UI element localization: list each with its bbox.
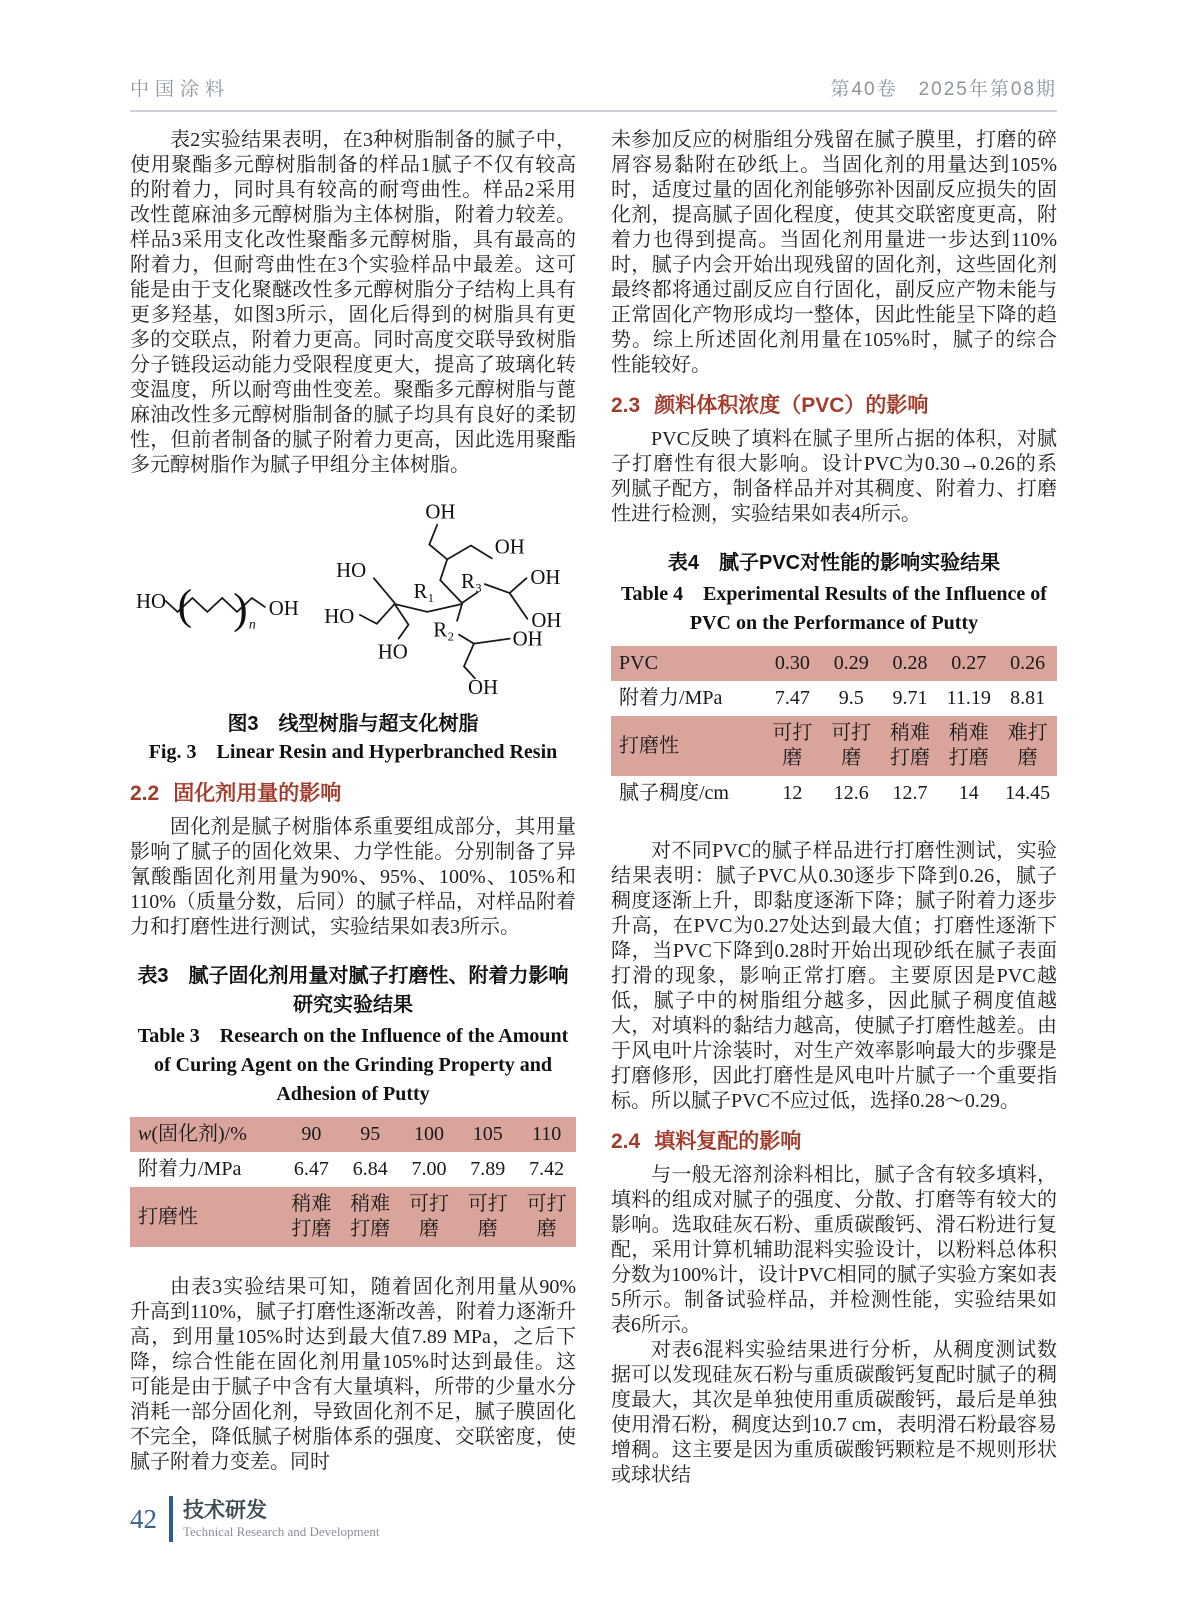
section-heading-2-4 bbox=[611, 1129, 1057, 1155]
paren-close: ) bbox=[233, 584, 248, 633]
issue-info: 第40卷 2025年第08期 bbox=[830, 79, 1057, 100]
row-header-cell: PVC bbox=[619, 652, 658, 674]
section-number: 2.4 bbox=[611, 1130, 641, 1153]
table3-title-cn: 表3 腻子固化剂用量对腻子打磨性、附着力影响研究实验结果 bbox=[137, 965, 569, 1016]
value-cell: 可打磨 bbox=[467, 1193, 508, 1240]
value-cell: 0.27 bbox=[951, 652, 987, 674]
value-cell: 7.42 bbox=[529, 1158, 565, 1180]
figure-3 bbox=[130, 488, 576, 766]
paragraph: 表2实验结果表明，在3种树脂制备的腻子中，使用聚酯多元醇树脂制备的样品1腻子不仅有较高的附着力，同时具有较高的耐弯曲性。样品2采用改性蓖麻油多元醇树脂为主体树脂，附着力较差。样品3采用支化改性聚酯多元醇树脂，具有最高的附着力，但耐弯曲性在3个实验样品中最差。这可能是由于支化聚醚改性多元醇树脂分子结构上具有更多羟基，如图3所示，固化后得到的树脂具有更多的交联点，附着力更高。同时高度交联导致树脂分子链段运动能力受限程度更大，提高了玻璃化转变温度，所以耐弯曲性变差。聚酯多元醇树脂与蓖麻油改性多元醇树脂制备的腻子均具有良好的柔韧性，但前者制备的腻子附着力更高，因此选用聚酯多元醇树脂作为腻子甲组分主体树脂。 bbox=[130, 129, 576, 476]
section-number: 2.2 bbox=[130, 782, 160, 805]
value-cell: 0.26 bbox=[1010, 652, 1046, 674]
value-cell: 可打磨 bbox=[772, 722, 813, 769]
figure-caption-en: Fig. 3 Linear Resin and Hyperbranched Resin bbox=[148, 741, 558, 763]
value-cell: 9.71 bbox=[892, 687, 928, 709]
atom-label-ho: HO bbox=[324, 603, 355, 628]
page-header bbox=[130, 74, 1057, 112]
bond-line bbox=[510, 593, 528, 619]
paragraph-continued: 未参加反应的树脂组分残留在腻子膜里，打磨的碎屑容易黏附在砂纸上。当固化剂的用量达到105%时，适度过量的固化剂能够弥补因副反应损失的固化剂，提高腻子固化程度，使其交联密度更高，附着力也得到提高。当固化剂用量进一步达到110%时，腻子内会开始出现残留的固化剂，这些固化剂最终都将通过副反应自行固化，副反应产物未能与正常固化产物形成均一整体，因此性能呈下降的趋势。综上所述固化剂用量在105%时，腻子的综合性能较好。 bbox=[611, 129, 1057, 376]
left-column bbox=[130, 128, 576, 1475]
value-cell: 14.45 bbox=[1005, 782, 1051, 804]
atom-label-oh: OH bbox=[530, 565, 561, 590]
atom-label-oh: OH bbox=[467, 675, 499, 700]
section-title: 固化剂用量的影响 bbox=[173, 782, 342, 805]
bond-line bbox=[462, 592, 478, 603]
row-header-cell: w(固化剂)/% bbox=[138, 1123, 247, 1145]
substituent-label-r3: R₃ bbox=[461, 569, 483, 594]
section-title: 颜料体积浓度（PVC）的影响 bbox=[654, 394, 929, 417]
value-cell: 稍难打磨 bbox=[291, 1193, 332, 1240]
table4-title-en: Table 4 Experimental Results of the Influence of PVC on the Performance of Putty bbox=[621, 583, 1047, 634]
table-row bbox=[130, 1117, 576, 1152]
substituent-label-r2: R₂ bbox=[433, 617, 455, 642]
table-row bbox=[611, 646, 1057, 681]
table-row bbox=[130, 1152, 576, 1187]
atom-label-oh: OH bbox=[268, 595, 299, 620]
paragraph: 由表3实验结果可知，随着固化剂用量从90%升高到110%，腻子打磨性逐渐改善，附着力逐渐升高，到用量105%时达到最大值7.89 MPa，之后下降，综合性能在固化剂用量105%时达到最佳。这可能是由于腻子中含有大量填料，所带的少量水分消耗一部分固化剂，导致固化剂不足，腻子膜固化不完全，降低腻子树脂体系的强度、交联密度，使腻子附着力变差。同时 bbox=[130, 1276, 576, 1473]
dept-label-en: Technical Research and Development bbox=[183, 1523, 380, 1539]
value-cell: 90 bbox=[301, 1123, 322, 1145]
bond-line bbox=[374, 578, 395, 603]
section-heading-2-2 bbox=[130, 781, 576, 807]
atom-label-oh: OH bbox=[512, 626, 543, 651]
value-cell: 110 bbox=[531, 1123, 562, 1145]
atom-label-ho: HO bbox=[135, 588, 166, 613]
substituent-label-r1: R₁ bbox=[413, 579, 435, 604]
value-cell: 难打磨 bbox=[1007, 722, 1048, 769]
subscript-n: n bbox=[248, 617, 256, 633]
bond-line bbox=[474, 639, 510, 644]
value-cell: 6.84 bbox=[352, 1158, 388, 1180]
value-cell: 稍难打磨 bbox=[948, 722, 989, 769]
value-cell: 14 bbox=[958, 782, 979, 804]
figure-caption-cn: 图3 线型树脂与超支化树脂 bbox=[227, 713, 479, 735]
table4-title-cn: 表4 腻子PVC对性能的影响实验结果 bbox=[667, 552, 1001, 574]
footer-dept bbox=[183, 1498, 380, 1541]
value-cell: 0.29 bbox=[833, 652, 869, 674]
page-number: 42 bbox=[130, 1504, 157, 1534]
bond-line bbox=[360, 604, 395, 624]
value-cell: 稍难打磨 bbox=[889, 722, 930, 769]
value-cell: 可打磨 bbox=[408, 1193, 449, 1240]
table-row bbox=[130, 1187, 576, 1247]
dept-label-cn: 技术研发 bbox=[183, 1498, 267, 1522]
bond-line bbox=[485, 584, 510, 593]
value-cell: 9.5 bbox=[838, 687, 864, 709]
value-cell: 7.00 bbox=[411, 1158, 447, 1180]
footer-divider-bar bbox=[169, 1496, 173, 1542]
value-cell: 6.47 bbox=[293, 1158, 329, 1180]
value-cell: 可打磨 bbox=[526, 1193, 567, 1240]
paragraph: 对不同PVC的腻子样品进行打磨性测试，实验结果表明：腻子PVC从0.30逐步下降到0.26，腻子稠度逐渐上升，即黏度逐渐下降；腻子附着力逐步升高，在PVC为0.27处达到最大值；打磨性逐渐下降，当PVC下降到0.28时开始出现砂纸在腻子表面打滑的现象，影响正常打磨。主要原因是PVC越低，腻子中的树脂组分越多，因此腻子稠度值越大，对填料的黏结力越高，使腻子打磨性越差。由于风电叶片涂装时，对生产效率影响最大的步骤是打磨修形，因此打磨性是风电叶片腻子一个重要指标。所以腻子PVC不应过低，选择0.28～0.29。 bbox=[611, 840, 1057, 1112]
bond-line bbox=[457, 604, 462, 621]
table-row bbox=[611, 776, 1057, 811]
value-cell: 12.7 bbox=[892, 782, 928, 804]
value-cell: 7.47 bbox=[774, 687, 810, 709]
atom-label-oh: OH bbox=[425, 499, 456, 524]
value-cell: 可打磨 bbox=[831, 722, 872, 769]
right-column bbox=[611, 128, 1057, 1488]
bond-line bbox=[395, 604, 409, 639]
section-title: 填料复配的影响 bbox=[654, 1130, 802, 1153]
value-cell: 8.81 bbox=[1010, 687, 1046, 709]
table-4 bbox=[611, 646, 1057, 811]
table3-title-en: Table 3 Research on the Influence of the Amount of Curing Agent on the Grinding Property and Adhesion of Putty bbox=[137, 1025, 569, 1105]
bond-line bbox=[510, 578, 527, 593]
section-number: 2.3 bbox=[611, 394, 641, 417]
resin-structure-diagram bbox=[130, 488, 576, 706]
value-cell: 105 bbox=[472, 1123, 503, 1145]
value-cell: 0.28 bbox=[892, 652, 928, 674]
value-cell: 11.19 bbox=[946, 687, 991, 709]
row-header-cell: 附着力/MPa bbox=[619, 687, 723, 709]
bond-line bbox=[464, 644, 475, 679]
paragraph: 与一般无溶剂涂料相比，腻子含有较多填料，填料的组成对腻子的强度、分散、打磨等有较大的影响。选取硅灰石粉、重质碳酸钙、滑石粉进行复配，采用计算机辅助混料实验设计，以粉料总体积分数为100%计，设计PVC相同的腻子实验方案如表5所示。制备试验样品，并检测性能，实验结果如表6所示。 bbox=[611, 1164, 1057, 1336]
value-cell: 7.89 bbox=[470, 1158, 506, 1180]
table-row bbox=[611, 681, 1057, 716]
value-cell: 稍难打磨 bbox=[350, 1193, 391, 1240]
value-cell: 12 bbox=[782, 782, 803, 804]
row-header-cell: 打磨性 bbox=[619, 734, 679, 757]
value-cell: 100 bbox=[413, 1123, 444, 1145]
value-cell: 12.6 bbox=[833, 782, 869, 804]
row-header-cell: 打磨性 bbox=[138, 1205, 198, 1228]
page-footer bbox=[130, 1496, 380, 1542]
atom-label-oh: OH bbox=[494, 534, 525, 559]
paren-open: ( bbox=[177, 580, 193, 629]
paragraph: PVC反映了填料在腻子里所占据的体积，对腻子打磨性有很大影响。设计PVC为0.30→0.26的系列腻子配方，制备样品并对其稠度、附着力、打磨性进行检测，实验结果如表4所示。 bbox=[611, 428, 1057, 525]
journal-name: 中国涂料 bbox=[130, 79, 231, 100]
row-header-cell: 腻子稠度/cm bbox=[619, 782, 729, 804]
row-header-cell: 附着力/MPa bbox=[138, 1158, 242, 1180]
table-row bbox=[611, 716, 1057, 776]
bond-line bbox=[447, 545, 492, 559]
value-cell: 95 bbox=[360, 1123, 381, 1145]
bond-line bbox=[395, 604, 462, 612]
atom-label-ho: HO bbox=[377, 639, 408, 664]
atom-label-oh: OH bbox=[531, 607, 562, 632]
atom-label-ho: HO bbox=[336, 558, 367, 583]
value-cell: 0.30 bbox=[774, 652, 810, 674]
paragraph: 固化剂是腻子树脂体系重要组成部分，其用量影响了腻子的固化效果、力学性能。分别制备了异氰酸酯固化剂用量为90%、95%、100%、105%和110%（质量分数，后同）的腻子样品，对样品附着力和打磨性进行测试，实验结果如表3所示。 bbox=[130, 816, 576, 938]
table-3 bbox=[130, 1117, 576, 1247]
section-heading-2-3 bbox=[611, 393, 1057, 419]
paragraph: 对表6混料实验结果进行分析，从稠度测试数据可以发现硅灰石粉与重质碳酸钙复配时腻子的稠度最大，其次是单独使用重质碳酸钙，最后是单独使用滑石粉，稠度达到10.7 cm，表明滑石粉最容易增稠。这主要是因为重质碳酸钙颗粒是不规则形状或球状结 bbox=[611, 1339, 1057, 1486]
bond-line bbox=[459, 635, 474, 644]
